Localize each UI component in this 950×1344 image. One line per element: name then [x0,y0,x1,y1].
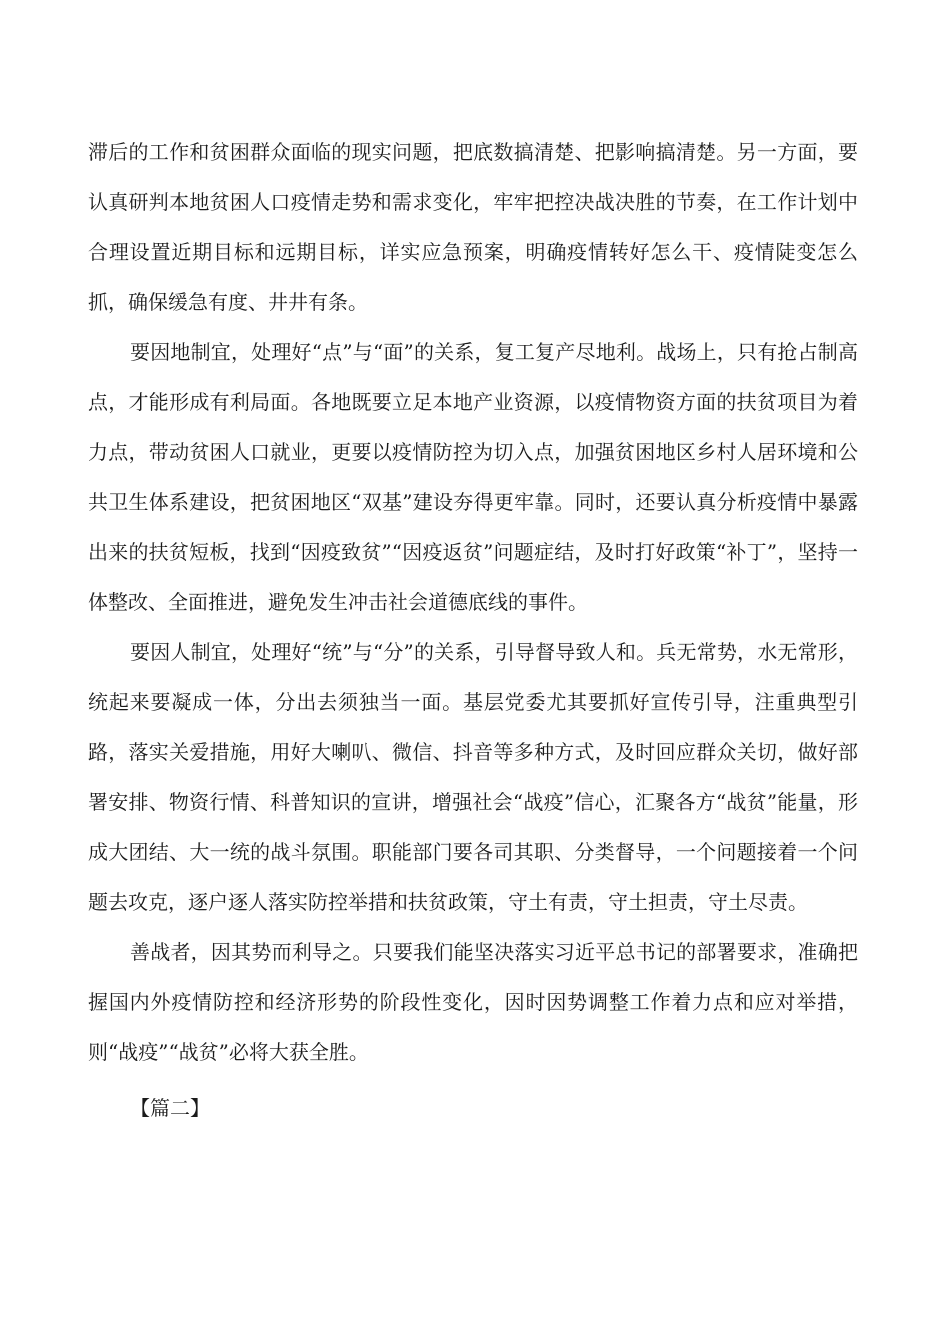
paragraph-1: 滞后的工作和贫困群众面临的现实问题，把底数搞清楚、把影响搞清楚。另一方面，要认真研判本地贫困人口疫情走势和需求变化，牢牢把控决战决胜的节奏，在工作计划中合理设置近期目标和远期目标，详实应急预案，明确疫情转好怎么干、疫情陡变怎么抓，确保缓急有度、井井有条。 [88,140,858,314]
paragraph-4: 善战者，因其势而利导之。只要我们能坚决落实习近平总书记的部署要求，准确把握国内外疫情防控和经济形势的阶段性变化，因时因势调整工作着力点和应对举措，则“战疫”“战贫”必将大获全胜。 [88,940,858,1064]
section-heading: 【篇二】 [130,1096,210,1120]
paragraph-3: 要因人制宜，处理好“统”与“分”的关系，引导督导致人和。兵无常势，水无常形，统起来要凝成一体，分出去须独当一面。基层党委尤其要抓好宣传引导，注重典型引路，落实关爱措施，用好大喇叭、微信、抖音等多种方式，及时回应群众关切，做好部署安排、物资行情、科普知识的宣讲，增强社会“战疫”信心，汇聚各方“战贫”能量，形成大团结、大一统的战斗氛围。职能部门要各司其职、分类督导，一个问题接着一个问题去攻克，逐户逐人落实防控举措和扶贫政策，守土有责，守土担责，守土尽责。 [88,640,858,914]
document-page [88,127,858,1133]
paragraph-2: 要因地制宜，处理好“点”与“面”的关系，复工复产尽地利。战场上，只有抢占制高点，才能形成有利局面。各地既要立足本地产业资源，以疫情物资方面的扶贫项目为着力点，带动贫困人口就业，更要以疫情防控为切入点，加强贫困地区乡村人居环境和公共卫生体系建设，把贫困地区“双基”建设夯得更牢靠。同时，还要认真分析疫情中暴露出来的扶贫短板，找到“因疫致贫”“因疫返贫”问题症结，及时打好政策“补丁”，坚持一体整改、全面推进，避免发生冲击社会道德底线的事件。 [88,340,858,614]
